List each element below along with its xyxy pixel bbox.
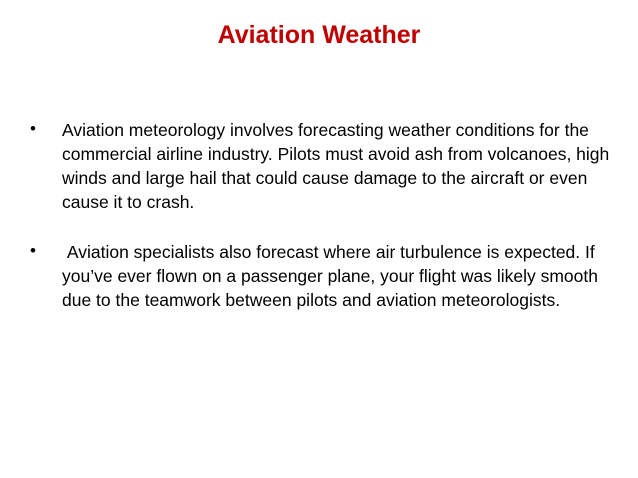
bullet-item	[28, 118, 613, 214]
bullet-item	[28, 240, 613, 312]
bullet-dot-icon: •	[30, 119, 36, 138]
bullet-text: Aviation specialists also forecast where air turbulence is expected. If you’ve ever flown on a passenger plane, your flight was likely smooth due to the teamwork between pilots and aviation meteorologists.	[62, 242, 603, 310]
bullet-list	[28, 118, 613, 338]
slide-title: Aviation Weather	[217, 21, 421, 49]
bullet-text: Aviation meteorology involves forecasting weather conditions for the commercial airline industry. Pilots must avoid ash from volcanoes, high winds and large hail that could cause damage to the aircraft or even cause it to crash.	[62, 120, 610, 212]
bullet-dot-icon: •	[30, 241, 36, 260]
